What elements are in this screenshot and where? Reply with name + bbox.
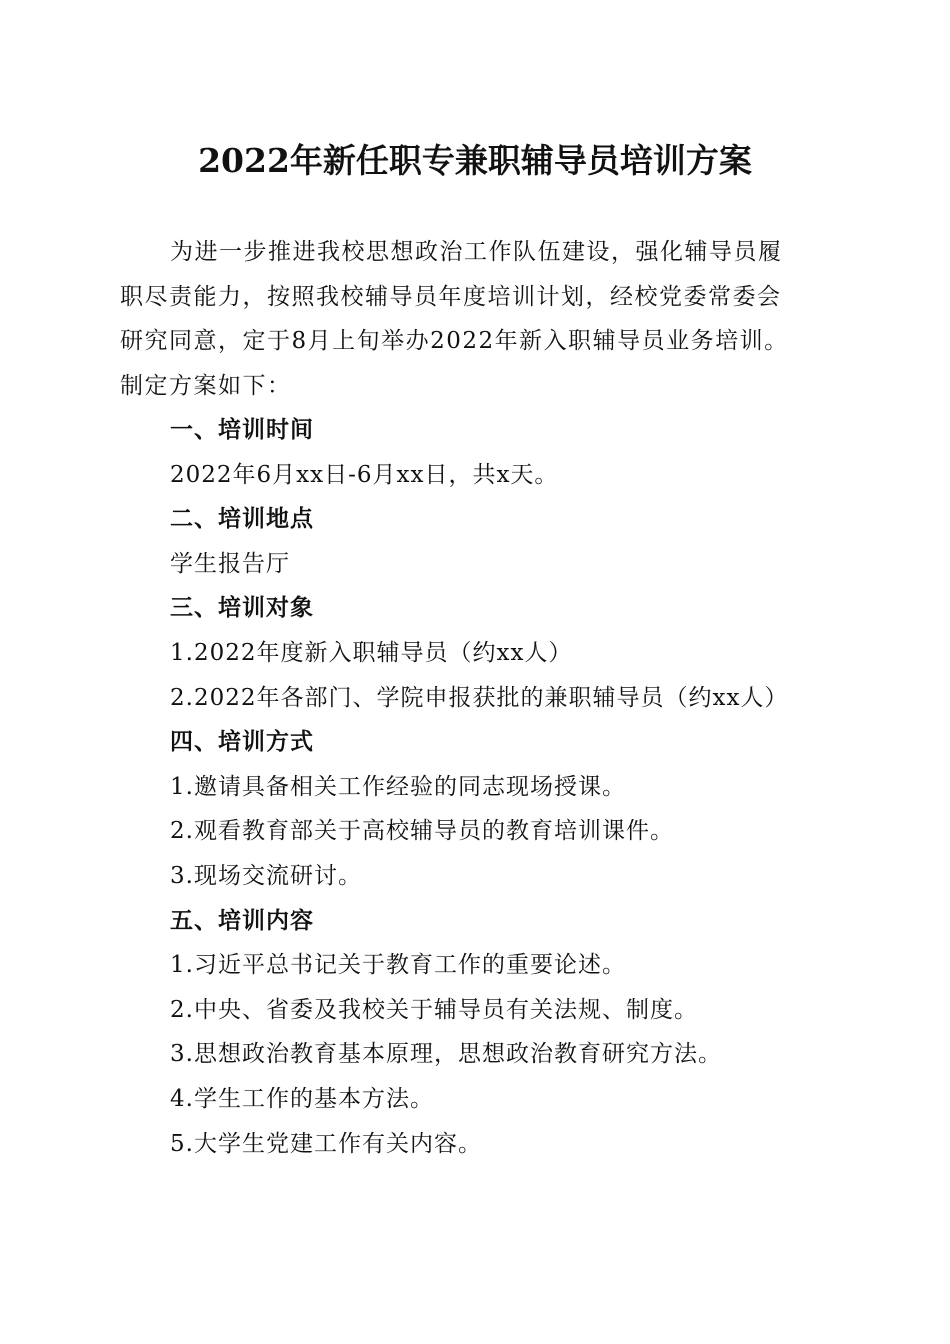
section-heading-audience: 三、培训对象 bbox=[170, 595, 314, 622]
intro-line-1: 为进一步推进我校思想政治工作队伍建设，强化辅导员履 bbox=[170, 239, 783, 265]
section-item: 1.2022年度新入职辅导员（约xx人） bbox=[170, 639, 573, 666]
section-item: 学生报告厅 bbox=[170, 550, 290, 577]
section-item: 5.大学生党建工作有关内容。 bbox=[170, 1130, 482, 1157]
intro-line-3: 研究同意，定于8月上旬举办2022年新入职辅导员业务培训。 bbox=[120, 328, 789, 354]
section-item: 1.习近平总书记关于教育工作的重要论述。 bbox=[170, 952, 626, 979]
document-body bbox=[170, 408, 850, 1166]
section-item: 3.思想政治教育基本原理，思想政治教育研究方法。 bbox=[170, 1041, 722, 1068]
section-item: 1.邀请具备相关工作经验的同志现场授课。 bbox=[170, 773, 626, 800]
section-heading-time: 一、培训时间 bbox=[170, 417, 314, 443]
intro-line-2: 职尽责能力，按照我校辅导员年度培训计划，经校党委常委会 bbox=[120, 283, 782, 310]
intro-line-4: 制定方案如下： bbox=[120, 372, 292, 399]
section-item: 2022年6月xx日-6月xx日，共x天。 bbox=[170, 461, 559, 488]
section-item: 3.现场交流研讨。 bbox=[170, 862, 362, 889]
section-item: 4.学生工作的基本方法。 bbox=[170, 1085, 434, 1112]
document-title: 2022年新任职专兼职辅导员培训方案 bbox=[198, 141, 752, 180]
section-item: 2.中央、省委及我校关于辅导员有关法规、制度。 bbox=[170, 996, 698, 1023]
intro-paragraph bbox=[120, 230, 830, 408]
section-item: 2.2022年各部门、学院申报获批的兼职辅导员（约xx人） bbox=[170, 684, 789, 711]
section-heading-method: 四、培训方式 bbox=[170, 729, 314, 756]
section-heading-content: 五、培训内容 bbox=[170, 907, 314, 934]
section-heading-location: 二、培训地点 bbox=[170, 506, 314, 533]
section-item: 2.观看教育部关于高校辅导员的教育培训课件。 bbox=[170, 818, 674, 845]
